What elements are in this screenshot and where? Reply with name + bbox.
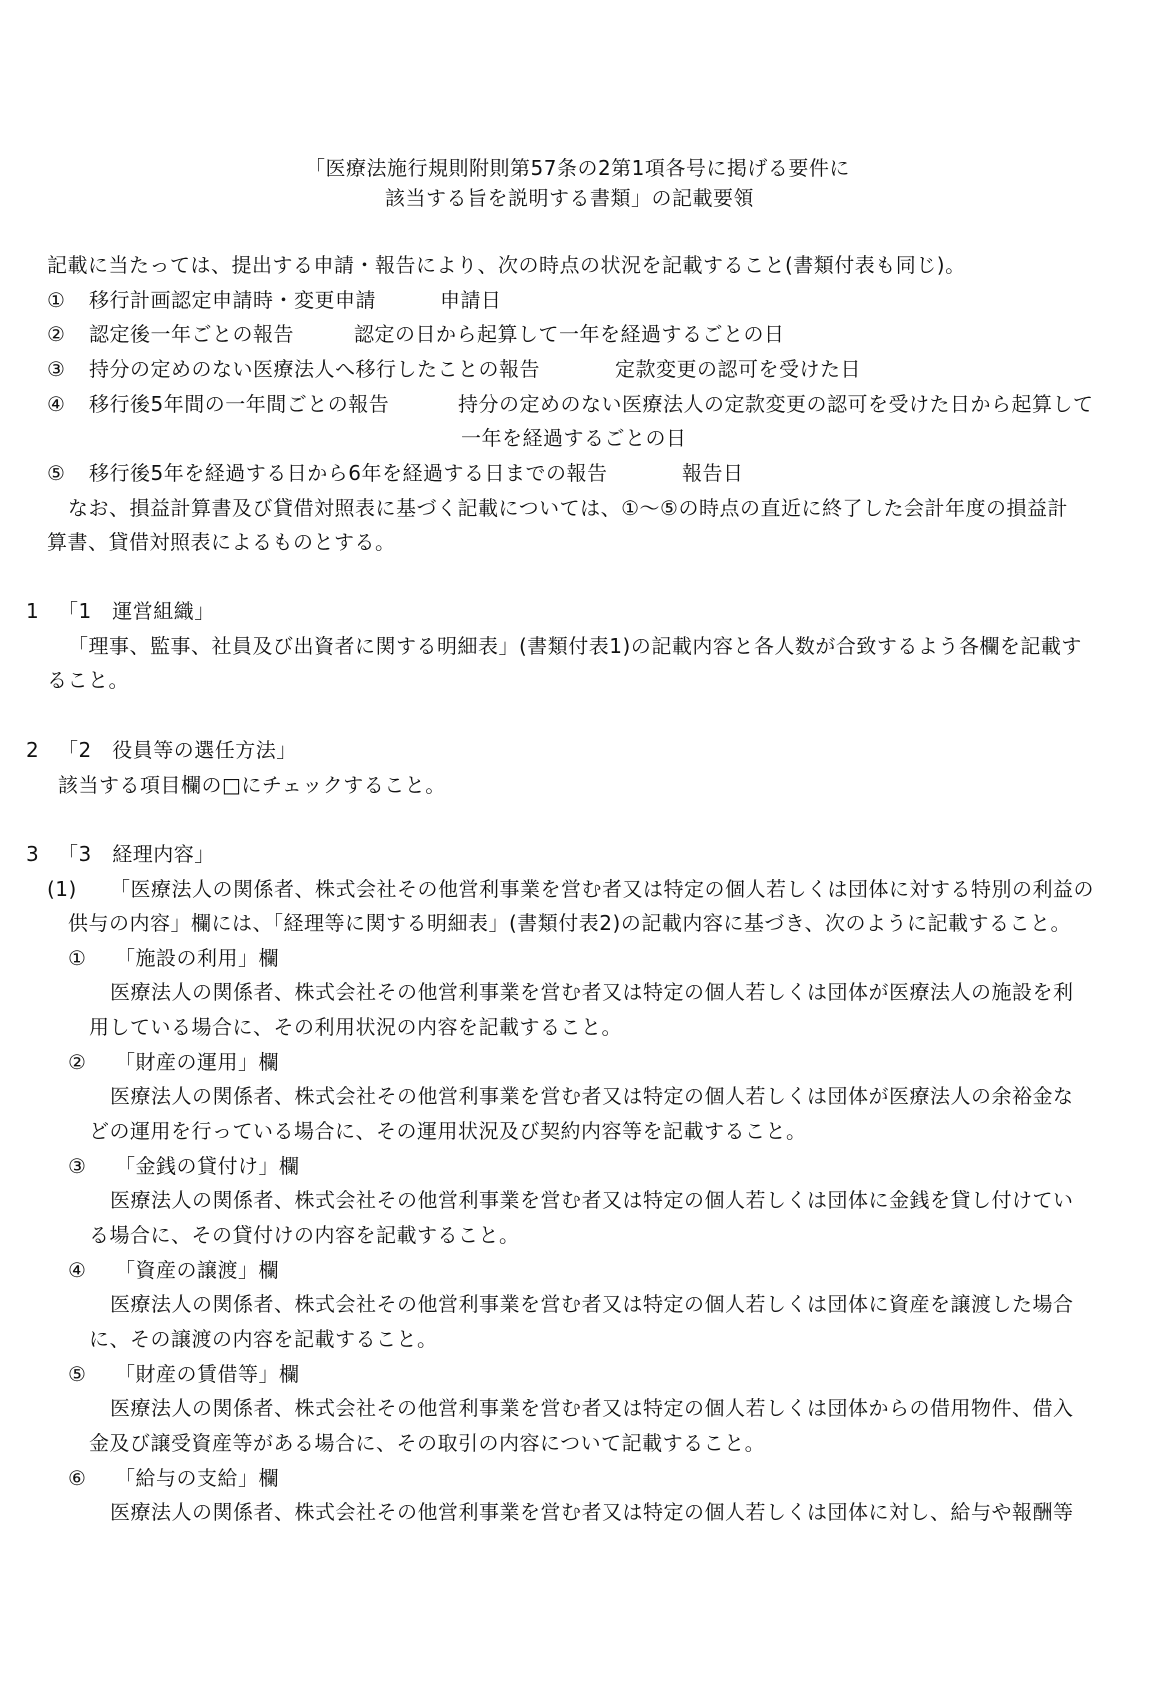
section-3-item-2-line-1: 医療法人の関係者、株式会社その他営利事業を営む者又は特定の個人若しくは団体が医療法人の余裕金な: [110, 1084, 1074, 1108]
document-title-line-1: 「医療法施行規則附則第57条の2第1項各号に掲げる要件に: [305, 156, 850, 180]
section-3-item-4-line-1: 医療法人の関係者、株式会社その他営利事業を営む者又は特定の個人若しくは団体に資産を譲渡した場合: [110, 1292, 1074, 1316]
intro-item-label-3: 持分の定めのない医療法人へ移行したことの報告: [89, 357, 540, 381]
section-3-sub-1-number: (1): [47, 877, 77, 901]
section-3-item-2-line-2: どの運用を行っている場合に、その運用状況及び契約内容等を記載すること。: [89, 1119, 807, 1143]
intro-note-line-1: なお、損益計算書及び貸借対照表に基づく記載については、①～⑤の時点の直近に終了した会計年度の損益計: [68, 496, 1068, 520]
intro-line: 記載に当たっては、提出する申請・報告により、次の時点の状況を記載すること(書類付表も同じ)。: [47, 253, 966, 277]
section-3-item-6-line-1: 医療法人の関係者、株式会社その他営利事業を営む者又は特定の個人若しくは団体に対し、給与や報酬等: [110, 1500, 1074, 1524]
intro-item-label-5: 移行後5年を経過する日から6年を経過する日までの報告: [89, 461, 608, 485]
intro-item-value-4: 持分の定めのない医療法人の定款変更の認可を受けた日から起算して: [458, 392, 1094, 416]
section-3-number: 3: [26, 842, 40, 866]
section-3-item-heading-4: 「資産の譲渡」欄: [115, 1258, 279, 1282]
section-3-item-3-line-2: る場合に、その貸付けの内容を記載すること。: [89, 1223, 520, 1247]
section-3-item-num-5: ⑤: [68, 1362, 87, 1386]
intro-item-num-1: ①: [47, 288, 66, 312]
document-title-line-2: 該当する旨を説明する書類」の記載要領: [385, 186, 754, 210]
section-3-item-heading-2: 「財産の運用」欄: [115, 1050, 279, 1074]
section-3-heading: 「3 経理内容」: [58, 842, 215, 866]
section-2-number: 2: [26, 738, 40, 762]
section-1-line-1: 「理事、監事、社員及び出資者に関する明細表」(書類付表1)の記載内容と各人数が合致するよう各欄を記載す: [68, 634, 1082, 658]
section-3-item-1-line-2: 用している場合に、その利用状況の内容を記載すること。: [89, 1015, 622, 1039]
section-3-item-5-line-2: 金及び譲受資産等がある場合に、その取引の内容について記載すること。: [89, 1431, 766, 1455]
intro-note-line-2: 算書、貸借対照表によるものとする。: [47, 530, 396, 554]
intro-item-num-4: ④: [47, 392, 66, 416]
intro-item-value-3: 定款変更の認可を受けた日: [615, 357, 861, 381]
section-3-item-num-1: ①: [68, 946, 87, 970]
section-1-heading: 「1 運営組織」: [58, 599, 215, 623]
section-1-line-2: ること。: [47, 668, 129, 692]
section-3-item-num-3: ③: [68, 1154, 87, 1178]
intro-item-num-2: ②: [47, 322, 66, 346]
section-3-item-num-6: ⑥: [68, 1466, 87, 1490]
intro-item-value-5: 報告日: [682, 461, 744, 485]
intro-item-num-5: ⑤: [47, 461, 66, 485]
intro-item-value-1: 申請日: [440, 288, 502, 312]
section-3-item-heading-5: 「財産の賃借等」欄: [115, 1362, 300, 1386]
section-1-number: 1: [26, 599, 40, 623]
section-3-item-4-line-2: に、その譲渡の内容を記載すること。: [89, 1327, 438, 1351]
section-2-line-1: 該当する項目欄の□にチェックすること。: [58, 773, 446, 797]
section-3-item-num-2: ②: [68, 1050, 87, 1074]
intro-item-label-2: 認定後一年ごとの報告: [89, 322, 294, 346]
intro-item-value-4-continued: 一年を経過するごとの日: [461, 426, 687, 450]
section-3-sub-1-line-1: 「医療法人の関係者、株式会社その他営利事業を営む者又は特定の個人若しくは団体に対する特別の利益の: [110, 877, 1094, 901]
section-3-item-heading-6: 「給与の支給」欄: [115, 1466, 279, 1490]
section-3-item-heading-3: 「金銭の貸付け」欄: [115, 1154, 300, 1178]
intro-item-label-4: 移行後5年間の一年間ごとの報告: [89, 392, 390, 416]
section-3-item-1-line-1: 医療法人の関係者、株式会社その他営利事業を営む者又は特定の個人若しくは団体が医療法人の施設を利: [110, 980, 1074, 1004]
section-3-item-heading-1: 「施設の利用」欄: [115, 946, 279, 970]
section-3-item-5-line-1: 医療法人の関係者、株式会社その他営利事業を営む者又は特定の個人若しくは団体からの借用物件、借入: [110, 1396, 1074, 1420]
section-3-sub-1-line-2: 供与の内容」欄には、「経理等に関する明細表」(書類付表2)の記載内容に基づき、次のように記載すること。: [68, 911, 1072, 935]
section-2-heading: 「2 役員等の選任方法」: [58, 738, 297, 762]
section-3-item-3-line-1: 医療法人の関係者、株式会社その他営利事業を営む者又は特定の個人若しくは団体に金銭を貸し付けてい: [110, 1188, 1074, 1212]
intro-item-num-3: ③: [47, 357, 66, 381]
intro-item-value-2: 認定の日から起算して一年を経過するごとの日: [354, 322, 785, 346]
section-3-item-num-4: ④: [68, 1258, 87, 1282]
intro-item-label-1: 移行計画認定申請時・変更申請: [89, 288, 376, 312]
